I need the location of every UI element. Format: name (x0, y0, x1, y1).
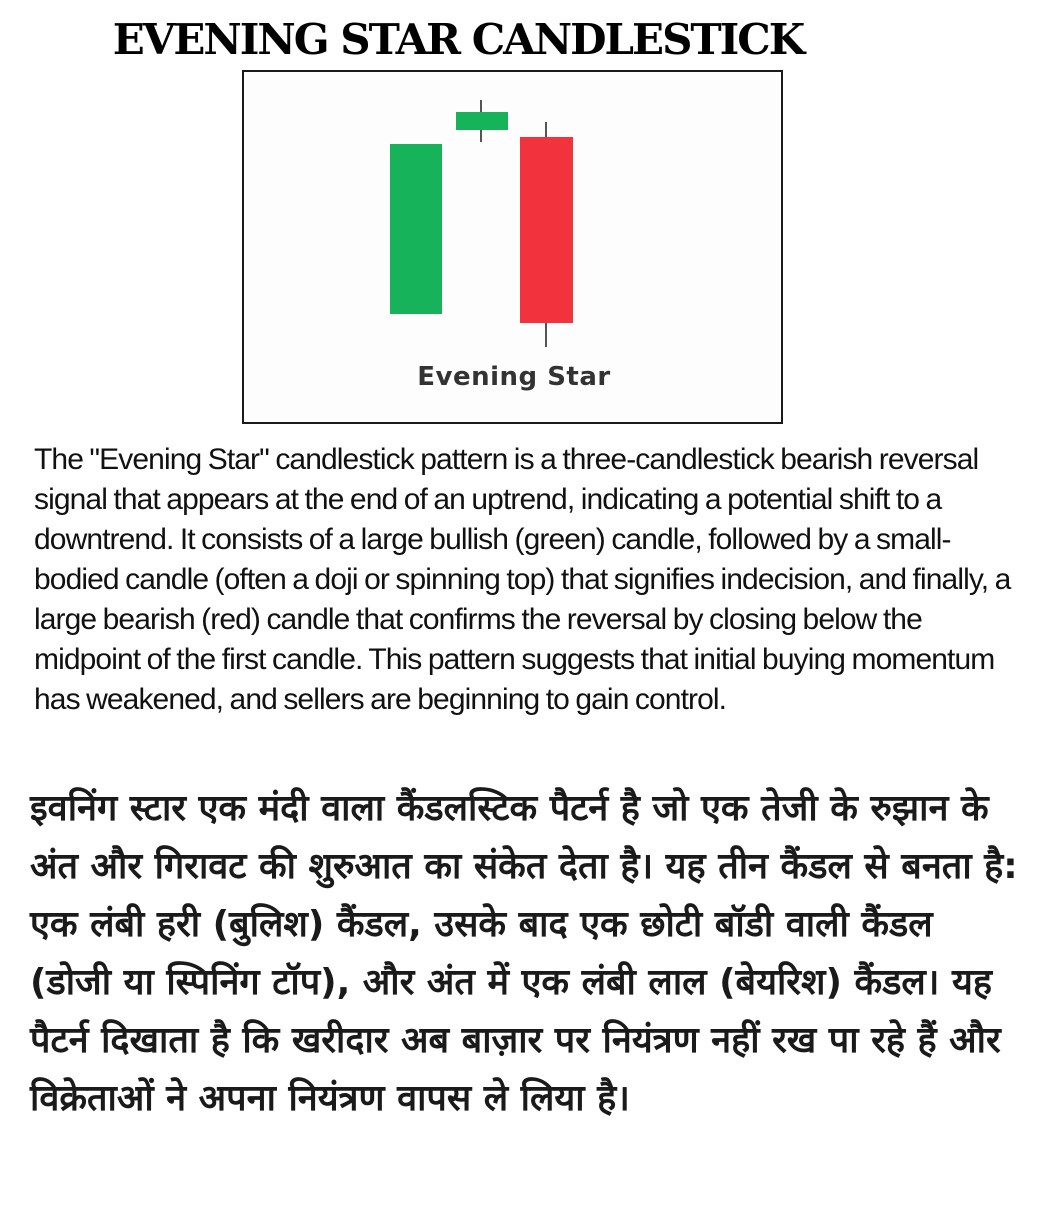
figure-caption: Evening Star (417, 362, 611, 392)
bearish-candle-body (520, 137, 573, 323)
hindi-description: इवनिंग स्टार एक मंदी वाला कैंडलस्टिक पैटर्न है जो एक तेजी के रुझान के अंत और गिरावट की शुरुआत का संकेत देता है। यह तीन कैंडल से बनता है: एक लंबी हरी (बुलिश) कैंडल, उसके बाद एक छोटी बॉडी वाली कैंडल (डोजी या स्पिनिंग टॉप), और अंत में एक लंबी लाल (बेयरिश) कैंडल। यह पैटर्न दिखाता है कि खरीदार अब बाज़ार पर नियंत्रण नहीं रख पा रहे हैं और विक्रेताओं ने अपना नियंत्रण वापस ले लिया है। (30, 788, 1018, 1119)
bullish-candle-body (390, 144, 442, 314)
english-description: The "Evening Star" candlestick pattern is a three-candlestick bearish reversal signal that appears at the end of an uptrend, indicating a potential shift to a downtrend. It consists of a large bullish (green) candle, followed by a small-bodied candle (often a doji or spinning top) that signifies indecision, and finally, a large bearish (red) candle that confirms the reversal by closing below the midpoint of the first candle. This pattern suggests that initial buying momentum has weakened, and sellers are beginning to gain control. (34, 443, 1011, 716)
star-candle-body (456, 112, 508, 130)
evening-star-illustration (242, 70, 783, 424)
page-title: EVENING STAR CANDLESTICK (112, 15, 804, 64)
